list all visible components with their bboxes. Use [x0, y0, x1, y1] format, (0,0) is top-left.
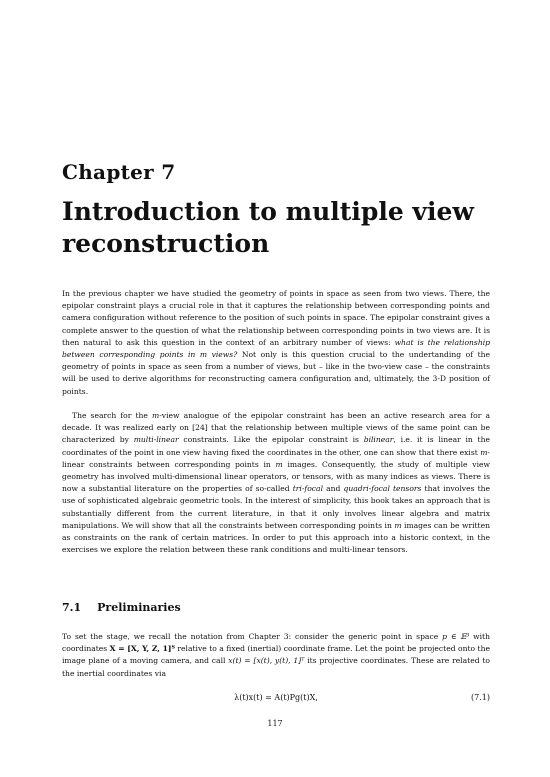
- equation-number: (7.1): [471, 693, 490, 702]
- page-number: 117: [267, 719, 283, 728]
- text-run: images can be written as constraints on the rank of certain matrices. In order to put this approach into a historic context, in the exercises we explore the relation between these rank conditions and multi-linear tensors.: [62, 520, 490, 555]
- equation-body: λ(t)x(t) = A(t)Pg(t)X,: [234, 693, 318, 702]
- text-run: The search for the: [72, 411, 153, 420]
- text-run: that involves the use of sophisticated algebraic geometric tools. In the interest of simplicity, this book takes an approach that is substantially different from the current literature, in that it only involves linear algebra and matrix manipulations. We will show that all the constraints between corresponding points in: [62, 484, 491, 530]
- chapter-title-line-2: reconstruction: [62, 229, 270, 258]
- emph-quadrifocal: quadri-focal tensors: [343, 484, 422, 494]
- math-x-def: x(t) = [x(t), y(t), 1]ᵀ: [228, 656, 305, 666]
- section-title: Preliminaries: [97, 601, 181, 614]
- search-paragraph: [62, 410, 490, 556]
- text-run: -linear constraints between corresponding points in: [62, 447, 490, 469]
- text-run: To set the stage, we recall the notation from Chapter 3: consider the generic point in space: [62, 632, 443, 641]
- prelim-paragraph: [62, 631, 490, 680]
- chapter-title: [62, 196, 492, 260]
- text-run: with coordinates: [62, 632, 490, 654]
- text-run: images. Consequently, the study of multiple view geometry has involved multi-dimensional linear operators, or tensors, with as many indices as views. There is now a substantial literature on the properties of so-called: [62, 459, 490, 494]
- chapter-label: Chapter 7: [62, 160, 176, 184]
- math-m: m: [394, 520, 402, 530]
- text-run: constraints. Like the epipolar constraint is: [178, 435, 364, 445]
- text-run: relative to a fixed (inertial) coordinate frame. Let the point be projected onto the image plane of a moving camera, and call: [62, 644, 490, 666]
- emph-bilinear: bilinear: [363, 435, 394, 445]
- emph-multilinear: multi-linear: [133, 435, 179, 445]
- section-heading: [62, 601, 181, 614]
- math-m: m: [275, 459, 283, 469]
- math-X-def: X = [X, Y, Z, 1]ᵀ: [109, 644, 175, 654]
- intro-question: what is the relationship between corresponding points in m views?: [62, 337, 491, 360]
- emph-trifocal: tri-focal: [292, 484, 324, 494]
- text-run: -view analogue of the epipolar constraint has been an active research area for a decade. It was realized early on [24] that the relationship between multiple views of the same point can be characterized by: [62, 411, 490, 445]
- math-m: m: [152, 411, 160, 420]
- intro-paragraph: [62, 288, 490, 398]
- chapter-title-line-1: Introduction to multiple view: [62, 197, 474, 226]
- section-number: 7.1: [62, 601, 82, 614]
- text-run: and: [323, 484, 344, 494]
- intro-text-1: In the previous chapter we have studied the geometry of points in space as seen from two views. There, the epipolar constraint plays a crucial role in that it captures the relationship between corresponding points and camera configuration without reference to the position of such points in space. The epipolar constraint gives a complete answer to the question of what the relationship between corresponding points in two views are. It is then natural to ask this question in the context of an arbitrary number of views:: [62, 289, 490, 347]
- text-run: , i.e. it is linear in the coordinates of the point in one view having fixed the coordinates in the other, one can show that there exist: [62, 435, 490, 457]
- math-p-in-E3: p ∈ 𝔼³: [442, 632, 470, 641]
- intro-text-2: Not only is this question crucial to the undertanding of the geometry of points in space as seen from a number of views, but – like in the two-view case – the constraints will be used to derive algorithms for reconstructing camera configuration and, ultimately, the 3-D position of points.: [62, 350, 491, 396]
- text-run: its projective coordinates. These are related to the inertial coordinates via: [62, 656, 491, 678]
- math-m: m: [480, 447, 488, 457]
